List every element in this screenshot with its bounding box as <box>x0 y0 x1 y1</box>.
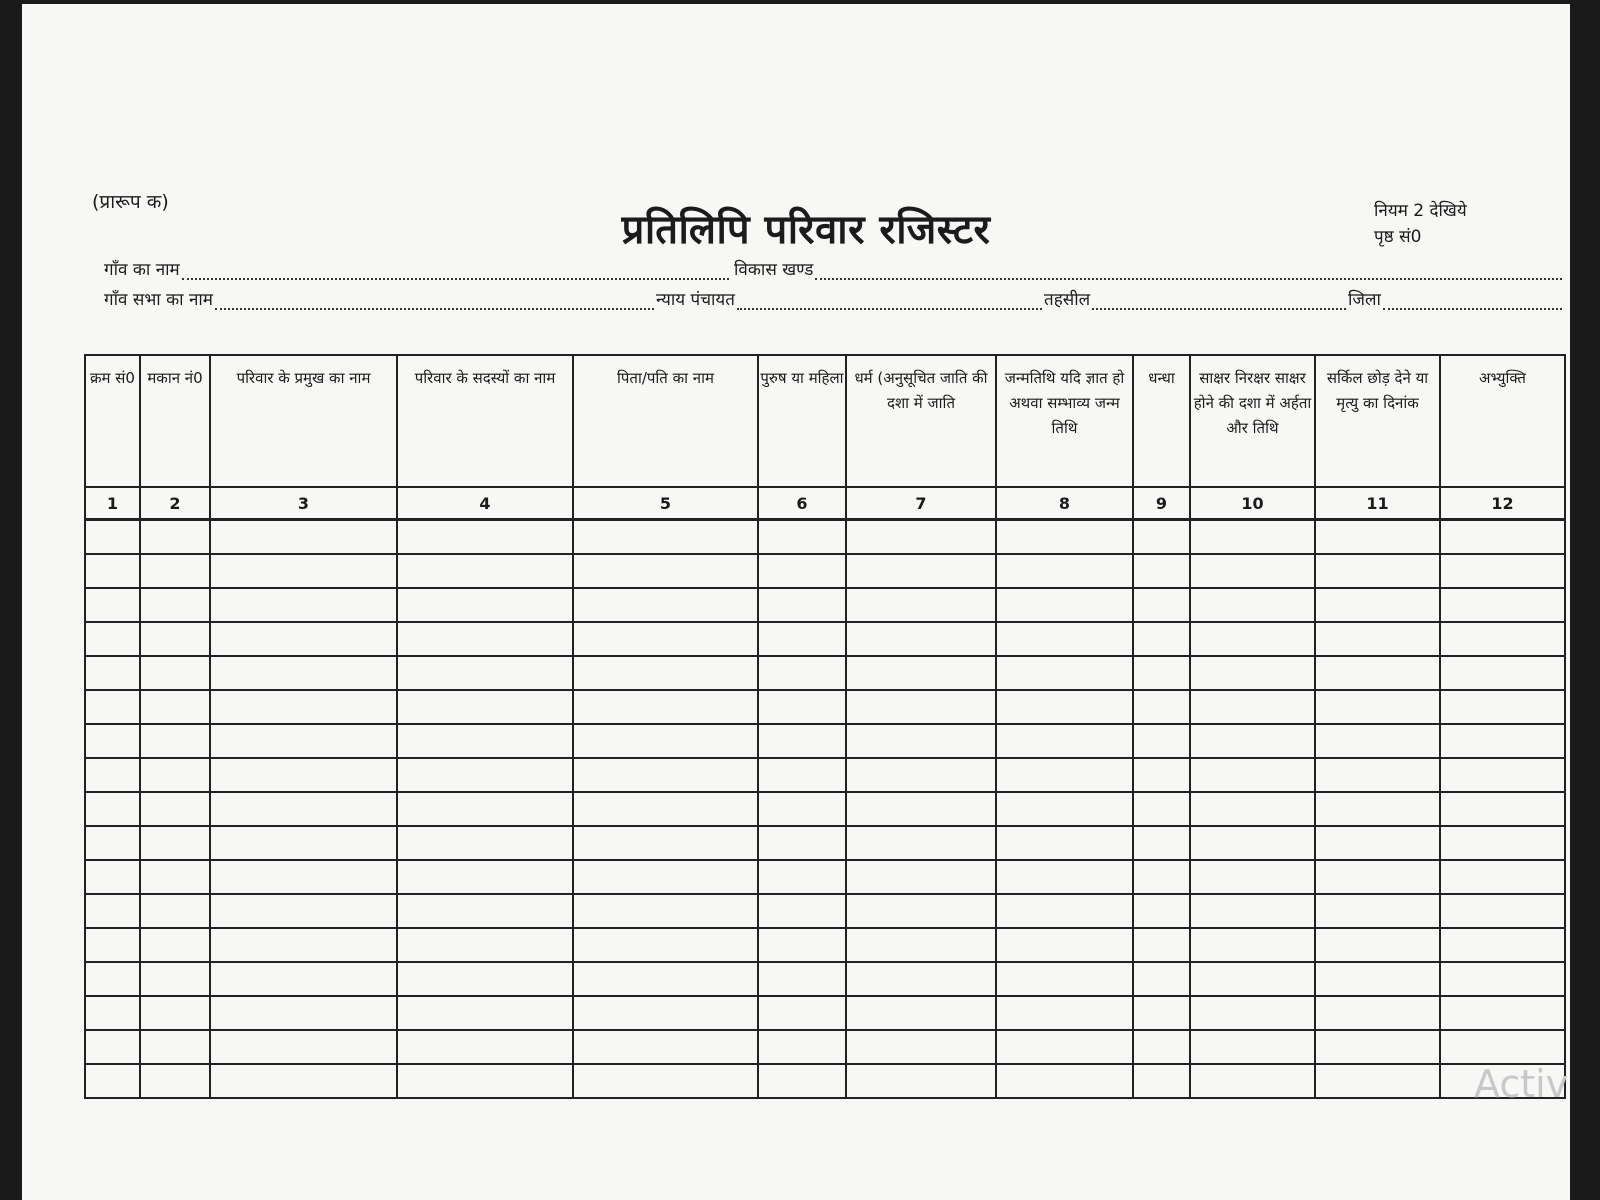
nyay-panchayat-field[interactable] <box>656 288 1042 310</box>
development-block-blank[interactable] <box>815 262 1562 280</box>
table-row <box>85 758 1565 792</box>
blank-cell[interactable] <box>397 758 573 792</box>
blank-cell[interactable] <box>996 792 1133 826</box>
blank-cell[interactable] <box>846 520 996 555</box>
blank-cell[interactable] <box>140 860 210 894</box>
village-name-blank[interactable] <box>182 262 729 280</box>
blank-cell[interactable] <box>210 962 397 996</box>
blank-cell[interactable] <box>996 962 1133 996</box>
blank-cell[interactable] <box>758 758 846 792</box>
blank-cell[interactable] <box>996 724 1133 758</box>
table-row <box>85 656 1565 690</box>
blank-cell[interactable] <box>758 928 846 962</box>
blank-cell[interactable] <box>1440 792 1565 826</box>
blank-cell[interactable] <box>996 622 1133 656</box>
blank-cell[interactable] <box>846 792 996 826</box>
blank-cell[interactable] <box>85 1064 140 1098</box>
blank-cell[interactable] <box>573 690 758 724</box>
blank-cell[interactable] <box>1440 520 1565 555</box>
register-form-page <box>22 4 1570 1200</box>
blank-cell[interactable] <box>1315 758 1440 792</box>
blank-cell[interactable] <box>140 1064 210 1098</box>
form-code: (प्रारूप क) <box>92 191 169 213</box>
blank-cell[interactable] <box>140 588 210 622</box>
blank-cell[interactable] <box>210 724 397 758</box>
column-header: पिता/पति का नाम <box>573 355 758 487</box>
blank-cell[interactable] <box>758 1064 846 1098</box>
table-row <box>85 894 1565 928</box>
column-number: 3 <box>210 487 397 520</box>
blank-cell[interactable] <box>1190 826 1315 860</box>
blank-cell[interactable] <box>573 792 758 826</box>
blank-cell[interactable] <box>1133 656 1190 690</box>
blank-cell[interactable] <box>1190 690 1315 724</box>
blank-cell[interactable] <box>1133 894 1190 928</box>
blank-cell[interactable] <box>996 690 1133 724</box>
blank-cell[interactable] <box>1190 792 1315 826</box>
blank-cell[interactable] <box>1190 860 1315 894</box>
blank-cell[interactable] <box>140 792 210 826</box>
blank-cell[interactable] <box>573 520 758 555</box>
blank-cell[interactable] <box>1315 826 1440 860</box>
table-row <box>85 996 1565 1030</box>
blank-cell[interactable] <box>140 894 210 928</box>
blank-cell[interactable] <box>1440 758 1565 792</box>
blank-cell[interactable] <box>846 962 996 996</box>
tehsil-blank[interactable] <box>1092 292 1346 310</box>
table-row <box>85 588 1565 622</box>
blank-cell[interactable] <box>397 962 573 996</box>
table-row <box>85 622 1565 656</box>
blank-cell[interactable] <box>1315 622 1440 656</box>
development-block-field[interactable] <box>734 258 1562 280</box>
nyay-panchayat-blank[interactable] <box>737 292 1042 310</box>
blank-cell[interactable] <box>573 860 758 894</box>
column-number: 12 <box>1440 487 1565 520</box>
column-number-row <box>85 487 1565 520</box>
blank-cell[interactable] <box>996 1064 1133 1098</box>
blank-cell[interactable] <box>397 894 573 928</box>
blank-cell[interactable] <box>758 588 846 622</box>
table-row <box>85 690 1565 724</box>
column-number: 6 <box>758 487 846 520</box>
gram-sabha-name-label: गाँव सभा का नाम <box>104 290 213 310</box>
blank-cell[interactable] <box>85 928 140 962</box>
blank-cell[interactable] <box>1440 690 1565 724</box>
table-row <box>85 1030 1565 1064</box>
blank-cell[interactable] <box>1440 656 1565 690</box>
rule-ref-text: नियम 2 देखिये <box>1374 201 1467 221</box>
tehsil-field[interactable] <box>1044 288 1346 310</box>
blank-cell[interactable] <box>573 724 758 758</box>
blank-cell[interactable] <box>846 860 996 894</box>
blank-cell[interactable] <box>1315 724 1440 758</box>
family-register-table <box>84 354 1566 1099</box>
blank-cell[interactable] <box>1440 860 1565 894</box>
blank-cell[interactable] <box>573 1064 758 1098</box>
blank-cell[interactable] <box>140 622 210 656</box>
activation-watermark: Activ <box>1474 1062 1569 1106</box>
blank-cell[interactable] <box>1440 622 1565 656</box>
blank-cell[interactable] <box>1315 996 1440 1030</box>
blank-cell[interactable] <box>996 554 1133 588</box>
blank-cell[interactable] <box>210 588 397 622</box>
blank-cell[interactable] <box>1315 1030 1440 1064</box>
column-number: 10 <box>1190 487 1315 520</box>
column-header: सर्किल छोड़ देने या मृत्यु का दिनांक <box>1315 355 1440 487</box>
blank-cell[interactable] <box>996 860 1133 894</box>
blank-cell[interactable] <box>1133 690 1190 724</box>
blank-cell[interactable] <box>1315 860 1440 894</box>
blank-cell[interactable] <box>573 996 758 1030</box>
blank-cell[interactable] <box>996 826 1133 860</box>
blank-cell[interactable] <box>397 588 573 622</box>
table-row <box>85 792 1565 826</box>
district-field[interactable] <box>1348 288 1562 310</box>
blank-cell[interactable] <box>1133 622 1190 656</box>
blank-cell[interactable] <box>140 690 210 724</box>
blank-cell[interactable] <box>210 860 397 894</box>
blank-cell[interactable] <box>85 860 140 894</box>
blank-cell[interactable] <box>1133 928 1190 962</box>
table-row <box>85 520 1565 555</box>
blank-cell[interactable] <box>846 826 996 860</box>
blank-cell[interactable] <box>846 996 996 1030</box>
nyay-panchayat-label: न्याय पंचायत <box>656 290 735 310</box>
blank-cell[interactable] <box>1315 520 1440 555</box>
blank-cell[interactable] <box>1315 588 1440 622</box>
page-number-label: पृष्ठ सं0 <box>1374 227 1422 247</box>
column-header: मकान नं0 <box>140 355 210 487</box>
blank-cell[interactable] <box>573 622 758 656</box>
blank-cell[interactable] <box>1190 588 1315 622</box>
blank-cell[interactable] <box>210 1064 397 1098</box>
column-number: 8 <box>996 487 1133 520</box>
blank-cell[interactable] <box>397 554 573 588</box>
blank-cell[interactable] <box>397 622 573 656</box>
blank-cell[interactable] <box>397 690 573 724</box>
blank-cell[interactable] <box>85 962 140 996</box>
blank-cell[interactable] <box>1440 1030 1565 1064</box>
blank-cell[interactable] <box>846 588 996 622</box>
blank-cell[interactable] <box>1133 758 1190 792</box>
blank-cell[interactable] <box>140 826 210 860</box>
blank-cell[interactable] <box>85 656 140 690</box>
blank-cell[interactable] <box>1440 962 1565 996</box>
blank-cell[interactable] <box>85 724 140 758</box>
blank-cell[interactable] <box>397 520 573 555</box>
blank-cell[interactable] <box>1190 996 1315 1030</box>
blank-cell[interactable] <box>758 554 846 588</box>
blank-cell[interactable] <box>996 656 1133 690</box>
table-row <box>85 724 1565 758</box>
blank-cell[interactable] <box>210 656 397 690</box>
blank-cell[interactable] <box>1133 826 1190 860</box>
blank-cell[interactable] <box>397 996 573 1030</box>
development-block-label: विकास खण्ड <box>734 260 814 280</box>
table-row <box>85 962 1565 996</box>
blank-cell[interactable] <box>1440 928 1565 962</box>
blank-cell[interactable] <box>210 894 397 928</box>
blank-cell[interactable] <box>1190 894 1315 928</box>
blank-cell[interactable] <box>758 826 846 860</box>
blank-cell[interactable] <box>210 996 397 1030</box>
blank-cell[interactable] <box>1315 690 1440 724</box>
blank-cell[interactable] <box>996 928 1133 962</box>
blank-cell[interactable] <box>210 826 397 860</box>
blank-cell[interactable] <box>1190 928 1315 962</box>
blank-cell[interactable] <box>996 758 1133 792</box>
blank-cell[interactable] <box>1133 996 1190 1030</box>
blank-cell[interactable] <box>1133 860 1190 894</box>
blank-cell[interactable] <box>1315 1064 1440 1098</box>
gram-sabha-name-blank[interactable] <box>215 292 654 310</box>
blank-cell[interactable] <box>85 1030 140 1064</box>
blank-cell[interactable] <box>1315 894 1440 928</box>
blank-cell[interactable] <box>1315 792 1440 826</box>
blank-cell[interactable] <box>1440 724 1565 758</box>
blank-cell[interactable] <box>140 656 210 690</box>
column-header: धन्धा <box>1133 355 1190 487</box>
blank-cell[interactable] <box>397 1030 573 1064</box>
blank-cell[interactable] <box>1190 622 1315 656</box>
blank-cell[interactable] <box>1190 520 1315 555</box>
blank-cell[interactable] <box>1190 724 1315 758</box>
blank-cell[interactable] <box>140 962 210 996</box>
blank-cell[interactable] <box>846 758 996 792</box>
blank-cell[interactable] <box>758 894 846 928</box>
blank-cell[interactable] <box>758 792 846 826</box>
table-row <box>85 1064 1565 1098</box>
blank-cell[interactable] <box>397 792 573 826</box>
blank-cell[interactable] <box>573 1030 758 1064</box>
blank-cell[interactable] <box>1133 962 1190 996</box>
blank-cell[interactable] <box>846 622 996 656</box>
blank-cell[interactable] <box>1440 554 1565 588</box>
blank-cell[interactable] <box>140 758 210 792</box>
blank-cell[interactable] <box>996 996 1133 1030</box>
blank-cell[interactable] <box>1440 588 1565 622</box>
column-header: क्रम सं0 <box>85 355 140 487</box>
blank-cell[interactable] <box>573 588 758 622</box>
blank-cell[interactable] <box>758 622 846 656</box>
column-number: 4 <box>397 487 573 520</box>
column-number: 2 <box>140 487 210 520</box>
blank-cell[interactable] <box>1440 894 1565 928</box>
blank-cell[interactable] <box>140 520 210 555</box>
blank-cell[interactable] <box>1440 996 1565 1030</box>
column-number: 11 <box>1315 487 1440 520</box>
table-row <box>85 928 1565 962</box>
column-header: साक्षर निरक्षर साक्षर होने की दशा में अर्हता और तिथि <box>1190 355 1315 487</box>
blank-cell[interactable] <box>758 1030 846 1064</box>
blank-cell[interactable] <box>140 554 210 588</box>
blank-cell[interactable] <box>1315 656 1440 690</box>
register-body <box>85 520 1565 1099</box>
blank-cell[interactable] <box>846 554 996 588</box>
column-number: 9 <box>1133 487 1190 520</box>
page-title: प्रतिलिपि परिवार रजिस्टर <box>621 207 991 253</box>
village-name-label: गाँव का नाम <box>104 260 180 280</box>
blank-cell[interactable] <box>758 690 846 724</box>
blank-cell[interactable] <box>573 894 758 928</box>
column-header: पुरुष या महिला <box>758 355 846 487</box>
table-row <box>85 826 1565 860</box>
district-label: जिला <box>1348 290 1381 310</box>
blank-cell[interactable] <box>846 1030 996 1064</box>
blank-cell[interactable] <box>996 588 1133 622</box>
blank-cell[interactable] <box>397 1064 573 1098</box>
blank-cell[interactable] <box>85 554 140 588</box>
blank-cell[interactable] <box>397 724 573 758</box>
blank-cell[interactable] <box>397 860 573 894</box>
blank-cell[interactable] <box>85 588 140 622</box>
blank-cell[interactable] <box>758 656 846 690</box>
blank-cell[interactable] <box>996 894 1133 928</box>
blank-cell[interactable] <box>1133 792 1190 826</box>
blank-cell[interactable] <box>140 1030 210 1064</box>
blank-cell[interactable] <box>210 622 397 656</box>
blank-cell[interactable] <box>573 962 758 996</box>
district-blank[interactable] <box>1383 292 1562 310</box>
blank-cell[interactable] <box>210 554 397 588</box>
column-header: परिवार के सदस्यों का नाम <box>397 355 573 487</box>
blank-cell[interactable] <box>1190 656 1315 690</box>
tehsil-label: तहसील <box>1044 290 1091 310</box>
table-row <box>85 860 1565 894</box>
table-row <box>85 554 1565 588</box>
blank-cell[interactable] <box>1440 826 1565 860</box>
blank-cell[interactable] <box>758 860 846 894</box>
blank-cell[interactable] <box>846 724 996 758</box>
gram-sabha-name-field[interactable] <box>104 288 654 310</box>
blank-cell[interactable] <box>397 928 573 962</box>
blank-cell[interactable] <box>210 758 397 792</box>
column-number: 7 <box>846 487 996 520</box>
blank-cell[interactable] <box>758 962 846 996</box>
rule-reference <box>1374 198 1564 250</box>
blank-cell[interactable] <box>573 758 758 792</box>
blank-cell[interactable] <box>85 826 140 860</box>
blank-cell[interactable] <box>1133 724 1190 758</box>
blank-cell[interactable] <box>1190 554 1315 588</box>
blank-cell[interactable] <box>85 792 140 826</box>
blank-cell[interactable] <box>1190 1064 1315 1098</box>
blank-cell[interactable] <box>1133 1030 1190 1064</box>
blank-cell[interactable] <box>758 724 846 758</box>
blank-cell[interactable] <box>1133 554 1190 588</box>
blank-cell[interactable] <box>210 1030 397 1064</box>
blank-cell[interactable] <box>996 1030 1133 1064</box>
blank-cell[interactable] <box>1315 962 1440 996</box>
blank-cell[interactable] <box>210 520 397 555</box>
blank-cell[interactable] <box>846 690 996 724</box>
blank-cell[interactable] <box>140 724 210 758</box>
blank-cell[interactable] <box>1133 1064 1190 1098</box>
blank-cell[interactable] <box>140 928 210 962</box>
blank-cell[interactable] <box>573 826 758 860</box>
blank-cell[interactable] <box>85 894 140 928</box>
blank-cell[interactable] <box>1133 520 1190 555</box>
blank-cell[interactable] <box>846 894 996 928</box>
blank-cell[interactable] <box>397 656 573 690</box>
column-header: अभ्युक्ति <box>1440 355 1565 487</box>
column-number: 5 <box>573 487 758 520</box>
column-header: धर्म (अनुसूचित जाति की दशा में जाति <box>846 355 996 487</box>
blank-cell[interactable] <box>573 928 758 962</box>
blank-cell[interactable] <box>846 928 996 962</box>
blank-cell[interactable] <box>85 758 140 792</box>
blank-cell[interactable] <box>85 690 140 724</box>
blank-cell[interactable] <box>210 928 397 962</box>
blank-cell[interactable] <box>1190 1030 1315 1064</box>
blank-cell[interactable] <box>573 656 758 690</box>
blank-cell[interactable] <box>1315 554 1440 588</box>
blank-cell[interactable] <box>758 996 846 1030</box>
blank-cell[interactable] <box>85 520 140 555</box>
column-header-row <box>85 355 1565 487</box>
blank-cell[interactable] <box>1190 962 1315 996</box>
blank-cell[interactable] <box>210 792 397 826</box>
blank-cell[interactable] <box>397 826 573 860</box>
column-header: परिवार के प्रमुख का नाम <box>210 355 397 487</box>
blank-cell[interactable] <box>573 554 758 588</box>
blank-cell[interactable] <box>996 520 1133 555</box>
blank-cell[interactable] <box>1315 928 1440 962</box>
blank-cell[interactable] <box>1190 758 1315 792</box>
village-name-field[interactable] <box>104 258 729 280</box>
blank-cell[interactable] <box>1133 588 1190 622</box>
blank-cell[interactable] <box>140 996 210 1030</box>
blank-cell[interactable] <box>85 996 140 1030</box>
blank-cell[interactable] <box>846 1064 996 1098</box>
blank-cell[interactable] <box>210 690 397 724</box>
blank-cell[interactable] <box>758 520 846 555</box>
blank-cell[interactable] <box>846 656 996 690</box>
blank-cell[interactable] <box>85 622 140 656</box>
column-number: 1 <box>85 487 140 520</box>
column-header: जन्मतिथि यदि ज्ञात हो अथवा सम्भाव्य जन्म तिथि <box>996 355 1133 487</box>
